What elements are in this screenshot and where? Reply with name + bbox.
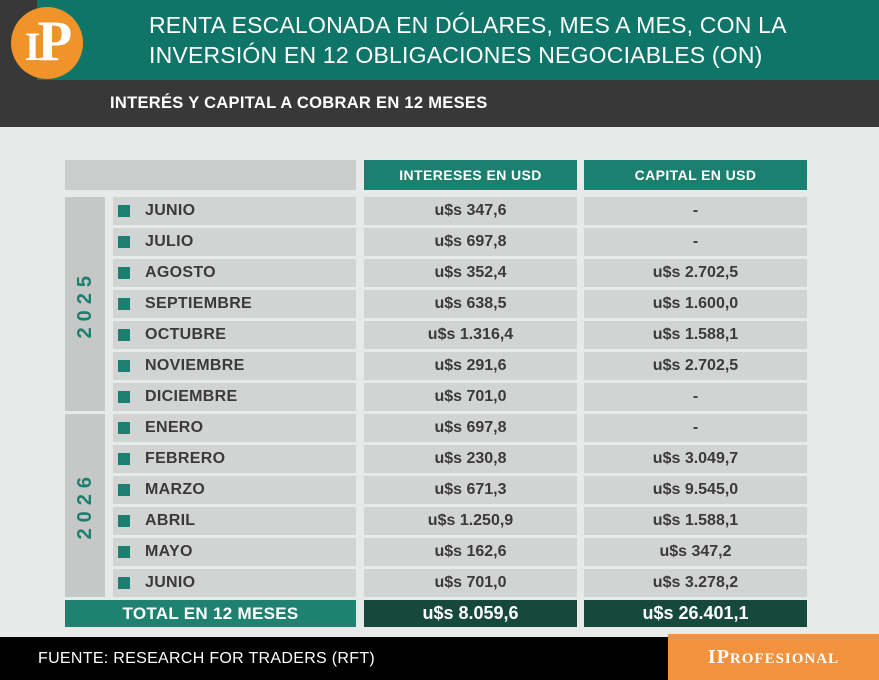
brand-rest: ROFESIONAL xyxy=(729,650,840,667)
month-cell xyxy=(113,476,356,504)
interest-value-cell: u$s 1.316,4 xyxy=(364,321,577,349)
bullet-square-icon xyxy=(118,205,130,217)
capital-value-cell: - xyxy=(584,414,807,442)
month-cell xyxy=(113,414,356,442)
capital-value-cell: - xyxy=(584,383,807,411)
month-cell xyxy=(113,352,356,380)
capital-value-cell: u$s 3.278,2 xyxy=(584,569,807,597)
page-title-line2: INVERSIÓN EN 12 OBLIGACIONES NEGOCIABLES (ON) xyxy=(149,42,763,68)
title-banner xyxy=(37,0,879,80)
interest-value-cell: u$s 352,4 xyxy=(364,259,577,287)
interest-value-cell: u$s 697,8 xyxy=(364,414,577,442)
capital-value-cell: u$s 347,2 xyxy=(584,538,807,566)
capital-value-cell: u$s 2.702,5 xyxy=(584,352,807,380)
interest-value-cell: u$s 638,5 xyxy=(364,290,577,318)
bullet-square-icon xyxy=(118,236,130,248)
interest-value-cell: u$s 291,6 xyxy=(364,352,577,380)
interest-value-cell: u$s 230,8 xyxy=(364,445,577,473)
capital-value-cell: u$s 3.049,7 xyxy=(584,445,807,473)
interest-value-cell: u$s 347,6 xyxy=(364,197,577,225)
month-label: NOVIEMBRE xyxy=(145,357,245,374)
interest-value-cell: u$s 701,0 xyxy=(364,383,577,411)
page-title-line1: RENTA ESCALONADA EN DÓLARES, MES A MES, CON LA xyxy=(149,12,787,38)
month-label: OCTUBRE xyxy=(145,326,227,343)
month-label: ENERO xyxy=(145,419,204,436)
iprofesional-logo xyxy=(668,634,879,680)
month-label: FEBRERO xyxy=(145,450,226,467)
month-label: AGOSTO xyxy=(145,264,216,281)
month-cell xyxy=(113,197,356,225)
ip-logo-icon xyxy=(11,7,83,79)
year-band-2025 xyxy=(65,197,105,411)
total-interest-cell: u$s 8.059,6 xyxy=(364,600,577,627)
table-header-empty-cell xyxy=(65,160,356,190)
bullet-square-icon xyxy=(118,391,130,403)
month-cell xyxy=(113,290,356,318)
month-label: MARZO xyxy=(145,481,206,498)
source-text: FUENTE: RESEARCH FOR TRADERS (RFT) xyxy=(38,649,376,667)
page-title xyxy=(149,10,787,70)
bullet-square-icon xyxy=(118,329,130,341)
interest-value-cell: u$s 1.250,9 xyxy=(364,507,577,535)
bullet-square-icon xyxy=(118,298,130,310)
total-capital-cell: u$s 26.401,1 xyxy=(584,600,807,627)
brand-ip: IP xyxy=(707,645,730,668)
capital-value-cell: u$s 1.588,1 xyxy=(584,321,807,349)
bullet-square-icon xyxy=(118,360,130,372)
capital-value-cell: - xyxy=(584,228,807,256)
header xyxy=(0,0,879,127)
capital-value-cell: u$s 9.545,0 xyxy=(584,476,807,504)
bullet-square-icon xyxy=(118,515,130,527)
month-label: SEPTIEMBRE xyxy=(145,295,253,312)
interest-value-cell: u$s 671,3 xyxy=(364,476,577,504)
column-header-capital: CAPITAL EN USD xyxy=(584,160,807,190)
interest-value-cell: u$s 162,6 xyxy=(364,538,577,566)
year-band-2026 xyxy=(65,414,105,597)
month-cell xyxy=(113,445,356,473)
month-label: JUNIO xyxy=(145,202,196,219)
month-cell xyxy=(113,569,356,597)
month-cell xyxy=(113,228,356,256)
month-label: ABRIL xyxy=(145,512,196,529)
year-label: 2026 xyxy=(73,471,96,540)
bullet-square-icon xyxy=(118,577,130,589)
month-cell xyxy=(113,321,356,349)
column-header-interest: INTERESES EN USD xyxy=(364,160,577,190)
capital-value-cell: u$s 1.600,0 xyxy=(584,290,807,318)
page-subtitle: INTERÉS Y CAPITAL A COBRAR EN 12 MESES xyxy=(110,94,488,112)
total-label-cell: TOTAL EN 12 MESES xyxy=(65,600,356,627)
capital-value-cell: u$s 1.588,1 xyxy=(584,507,807,535)
capital-value-cell: - xyxy=(584,197,807,225)
month-label: DICIEMBRE xyxy=(145,388,238,405)
year-label: 2025 xyxy=(73,269,96,339)
bullet-square-icon xyxy=(118,484,130,496)
month-cell xyxy=(113,538,356,566)
month-label: JULIO xyxy=(145,233,194,250)
logo-letter-i: I xyxy=(24,23,38,69)
month-cell xyxy=(113,259,356,287)
month-cell xyxy=(113,383,356,411)
capital-value-cell: u$s 2.702,5 xyxy=(584,259,807,287)
month-label: MAYO xyxy=(145,543,193,560)
logo-letter-p: P xyxy=(37,9,70,73)
interest-value-cell: u$s 701,0 xyxy=(364,569,577,597)
interest-value-cell: u$s 697,8 xyxy=(364,228,577,256)
bullet-square-icon xyxy=(118,267,130,279)
data-table xyxy=(65,160,807,627)
bullet-square-icon xyxy=(118,453,130,465)
month-cell xyxy=(113,507,356,535)
bullet-square-icon xyxy=(118,422,130,434)
bullet-square-icon xyxy=(118,546,130,558)
month-label: JUNIO xyxy=(145,574,196,591)
